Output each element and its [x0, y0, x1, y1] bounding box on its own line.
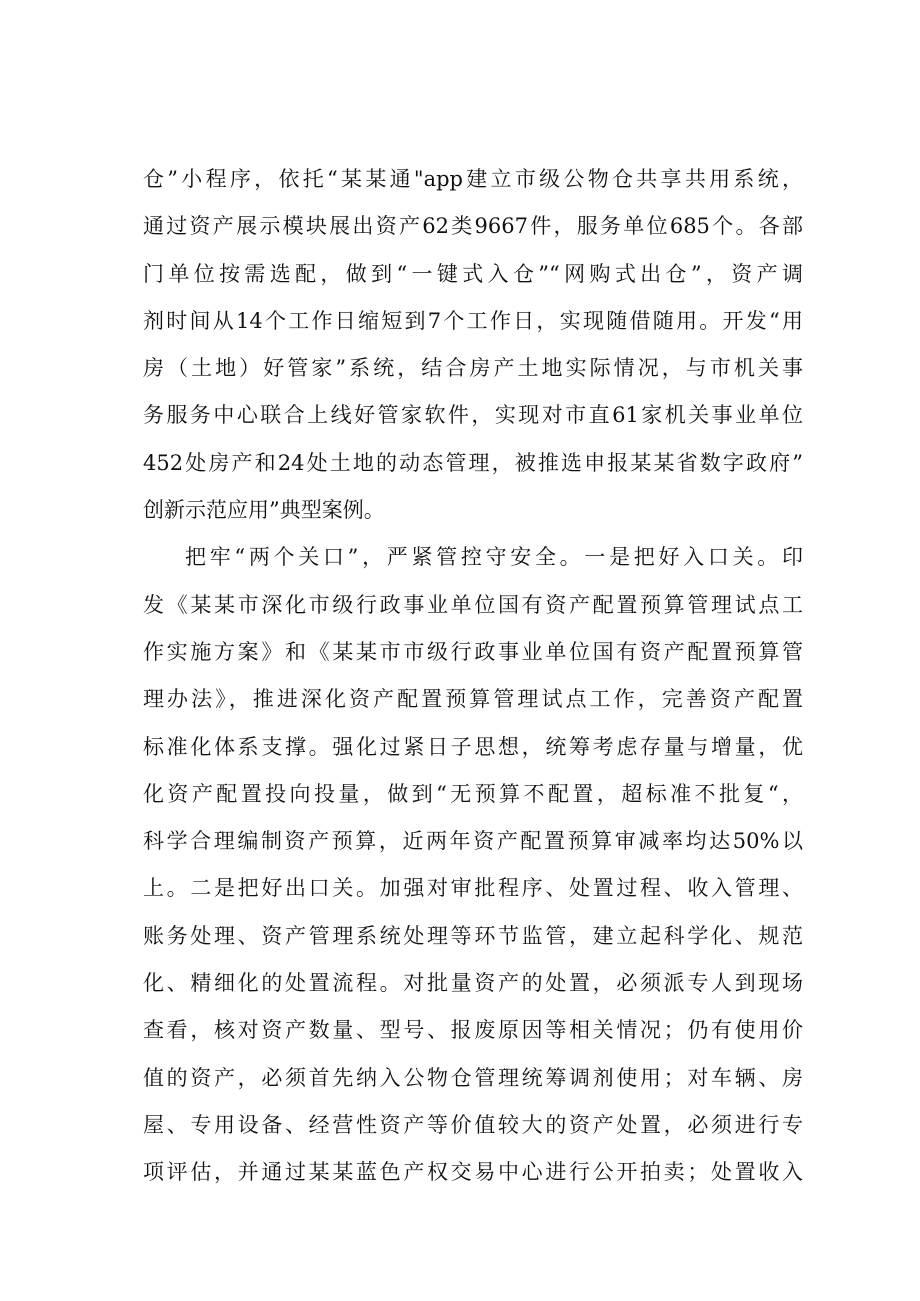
- text-line: 452处房产和24处土地的动态管理，被推选申报某某省数字政府”: [143, 450, 803, 475]
- text-line: 上。二是把好出口关。加强对审批程序、处置过程、收入管理、: [143, 876, 803, 901]
- text-line: 发《某某市深化市级行政事业单位国有资产配置预算管理试点工: [143, 592, 803, 617]
- text-line: 剂时间从14个工作日缩短到7个工作日，实现随借随用。开发“用: [143, 308, 803, 333]
- text-line: 科学合理编制资产预算，近两年资产配置预算审减率均达50%以: [143, 829, 803, 854]
- text-line: 通过资产展示模块展出资产62类9667件，服务单位685个。各部: [143, 214, 803, 239]
- text-line: 屋、专用设备、经营性资产等价值较大的资产处置，必须进行专: [143, 1112, 803, 1137]
- text-line: 仓”小程序，依托“某某通"app建立市级公物仓共享共用系统，: [143, 167, 803, 191]
- text-line: 账务处理、资产管理系统处理等环节监管，建立起科学化、规范: [143, 923, 803, 948]
- document-body: [143, 156, 803, 1197]
- text-line: 务服务中心联合上线好管家软件，实现对市直61家机关事业单位: [143, 403, 803, 428]
- text-line: 门单位按需选配，做到“一键式入仓”“网购式出仓”，资产调: [143, 261, 803, 286]
- text-line: 查看，核对资产数量、型号、报废原因等相关情况；仍有使用价: [143, 1018, 803, 1043]
- text-line: 化资产配置投向投量，做到“无预算不配置，超标准不批复“，: [143, 781, 803, 806]
- paragraph-start-line: 把牢“两个关口”，严紧管控守安全。一是把好入口关。印: [185, 545, 803, 570]
- text-line: 房（土地）好管家”系统，结合房产土地实际情况，与市机关事: [143, 356, 803, 381]
- text-line: 值的资产，必须首先纳入公物仓管理统筹调剂使用；对车辆、房: [143, 1065, 803, 1090]
- text-line: 理办法》，推进深化资产配置预算管理试点工作，完善资产配置: [143, 687, 803, 712]
- text-line: 标准化体系支撑。强化过紧日子思想，统筹考虑存量与增量，优: [143, 734, 803, 759]
- text-line: 项评估，并通过某某蓝色产权交易中心进行公开拍卖；处置收入: [143, 1160, 803, 1185]
- paragraph-end-line: 创新示范应用”典型案例。: [143, 498, 385, 523]
- text-line: 作实施方案》和《某某市市级行政事业单位国有资产配置预算管: [143, 639, 803, 664]
- text-line: 化、精细化的处置流程。对批量资产的处置，必须派专人到现场: [143, 971, 803, 996]
